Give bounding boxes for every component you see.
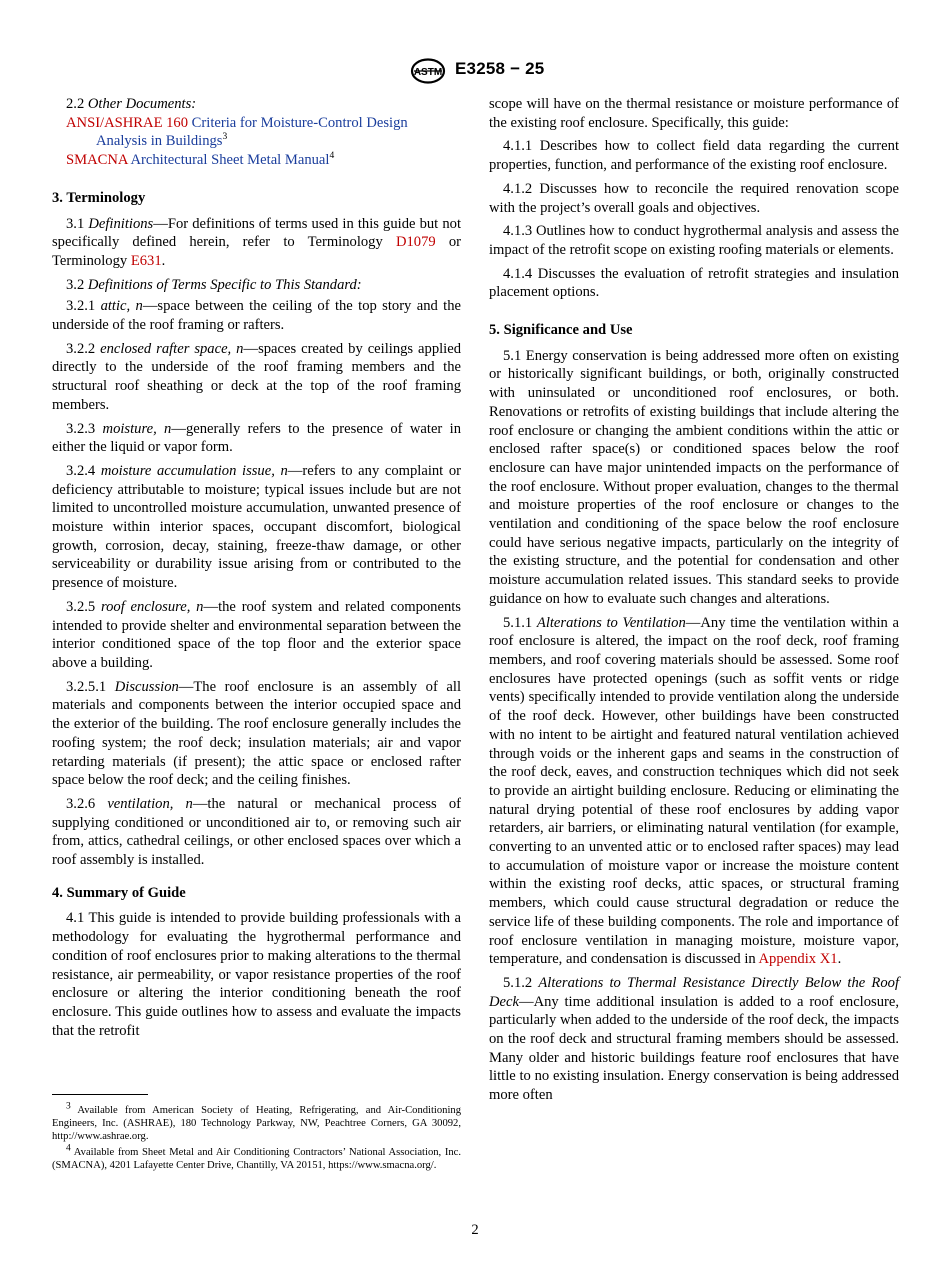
paragraph-4-1: 4.1 This guide is intended to provide building professionals with a methodology for evaluating the hygrothermal performance and condition of roof enclosures prior to making alterations to the thermal resistance, air permeability, or vapor resistance properties of the roof enclosure or altering the interior conditioning beneath the roof enclosure. This guide outlines how to assess and evaluate the impacts that the retrofit: [52, 910, 461, 1039]
paragraph-3-2: 3.2 Definitions of Terms Specific to This Standard:: [66, 276, 362, 293]
section-2-2-heading: 2.2 Other Documents:: [66, 96, 197, 112]
paragraph-4-1-2: 4.1.2 Discusses how to reconcile the required renovation scope with the project’s overall goals and objectives.: [489, 180, 899, 216]
footnote-3: $^3$ Available from American Society of Heating, Refrigerating, and Air-Conditioning Engineers, Inc. (ASHRAE), 180 Technology Parkway, NW, Peachtree Corners, GA 30092, http://www.ashrae.org.: [52, 1101, 461, 1143]
smacna-title-link[interactable]: Architectural Sheet Metal Manual: [127, 152, 330, 169]
paragraph-3-2-5: 3.2.5 roof enclosure, n—the roof system and related components intended to provide shelter and environmental separation between the interior conditioned space of the top floor and the exterior space above a building.: [52, 598, 461, 671]
paragraph-5-1-1: 5.1.1 Alterations to Ventilation—Any time the ventilation within a roof enclosure is altered, the impact on the roof deck, roof framing members, and roof covering materials should be assessed. Some roof enclosures have protected openings (such as soffit vents or ridge vents) specifically intended to provide ventilation along the underside of the roof deck. However, other buildings have been constructed with no intent to be airtight and featured natural ventilation achieved through voids or the inherent gaps and seams in the construction of the roof deck, eaves, and construction techniques which did not seek to provide an airtight building enclosure. Reducing or eliminating the natural drying potential of these roof enclosures by adding vapor retarders, air barriers, or eliminating natural ventilation (for example, converting to an unvented attic or to enclosed rafter spaces) may lead to accumulation of moisture vapor or increase the moisture content within the existing roof decks, attic spaces, or structural framing members, which could cause structural degradation or reduce the service life of these building components. The role and importance of roof enclosure ventilation in managing moisture, moisture vapor, temperature, and condensation is discussed in Appendix X1.: [489, 614, 899, 968]
paragraph-3-2-3: 3.2.3 moisture, n—generally refers to the presence of water in either the liquid or vapor form.: [52, 420, 461, 456]
right-column: [489, 95, 899, 1110]
paragraph-4-1-3: 4.1.3 Outlines how to conduct hygrothermal analysis and assess the impact of the retrofit scope on existing roofing materials or elements.: [489, 223, 899, 258]
e631-link[interactable]: E631: [130, 252, 162, 269]
footnote-divider: [52, 1094, 148, 1095]
footnotes: [52, 1101, 461, 1174]
paragraph-3-2-5-1: 3.2.5.1 Discussion—The roof enclosure is an assembly of all materials and components between the interior occupied space and the exterior of the building. The roof enclosure generally includes the roofing system; the roof deck; insulation materials; air and vapor retarding materials (if present); the attic space or enclosed rafter space below the roof deck; and the ceiling finishes.: [52, 678, 462, 789]
reference-ansi-ashrae-160: ANSI/ASHRAE 160 Criteria for Moisture-Control Design Analysis in Buildings$^3$: [66, 114, 408, 150]
paragraph-3-2-1: 3.2.1 attic, n—space between the ceiling of the top story and the underside of the roof framing or rafters.: [52, 298, 461, 334]
paragraph-3-1: 3.1 Definitions—For definitions of terms used in this guide but not specifically defined herein, refer to Terminology D1079 or Terminology E631.: [52, 215, 461, 269]
reference-list: [52, 114, 461, 170]
page-number: 2: [471, 1222, 479, 1238]
astm-logo-icon: [408, 58, 448, 84]
logo-text: ASTM: [413, 67, 443, 78]
section-4-title: 4. Summary of Guide: [52, 884, 186, 901]
paragraph-3-2-2: 3.2.2 enclosed rafter space, n—spaces created by ceilings applied directly to the underside of the roof framing members and the structural roof sheathing or deck at the top of the roof framing members.: [52, 340, 462, 413]
ansi-ashrae-title-link[interactable]: Criteria for Moisture-Control Design Analysis in Buildings: [96, 114, 408, 150]
paragraph-4-1-4: 4.1.4 Discusses the evaluation of retrofit strategies and insulation placement options.: [489, 265, 899, 301]
paragraph-3-2-4: 3.2.4 moisture accumulation issue, n—refers to any complaint or deficiency attributable to moisture; typical issues include but are not limited to uncontrolled moisture accumulation, unwanted presence of moisture within interior spaces, occupant discomfort, biological growth, corrosion, decay, staining, freeze-thaw damage, or other serviceability or durability issue arising from or contributed to the presence of moisture.: [52, 462, 461, 592]
paragraph-3-2-6: 3.2.6 ventilation, n—the natural or mechanical process of supplying conditioned or unconditioned air to, or removing such air from, attics, cathedral ceilings, or other enclosed spaces over which a roof assembly is installed.: [52, 795, 461, 869]
ansi-ashrae-link[interactable]: ANSI/ASHRAE 160: [66, 114, 189, 131]
left-column: [52, 95, 461, 1045]
d1079-link[interactable]: D1079: [395, 234, 436, 251]
section-3-title: 3. Terminology: [52, 189, 146, 206]
paragraph-4-1-1: 4.1.1 Describes how to collect field data regarding the current properties, function, and performance of the existing roof enclosure.: [489, 138, 899, 174]
reference-smacna: SMACNA Architectural Sheet Metal Manual$^4$: [66, 151, 335, 169]
appendix-x1-link[interactable]: Appendix X1: [758, 951, 838, 968]
paragraph-5-1-2: 5.1.2 Alterations to Thermal Resistance Directly Below the Roof Deck—Any time additional insulation is added to a roof enclosure, particularly when added to the underside of the roof deck, the impacts on the roof deck and structural framing members should be assessed. Many older and historic buildings feature roof enclosures that have little to no existing insulation. Energy conservation is being addressed more often: [489, 974, 899, 1104]
paragraph-5-1: 5.1 Energy conservation is being addressed more often on existing or historically significant buildings, or both, originally constructed with uninsulated or unconditioned roof enclosures, or both. Renovations or retrofits of existing buildings that include altering the roof enclosure or changing the ambient conditions within the attic or enclosed rafter space(s) or conditioned spaces below the roof enclosure can have major unintended impacts on the performance of the roof enclosure. Without proper evaluation, changes to the thermal and moisture properties of the roof enclosure or changes to the ventilation and conditioning of the space below the roof enclosure could have serious negative impacts, particularly on the integrity of the existing structure, and the potential for condensation and other moisture accumulation related issues. This standard seeks to provide guidance on how to evaluate such changes and alterations.: [489, 347, 899, 607]
section-5-title: 5. Significance and Use: [489, 322, 633, 339]
paragraph-4-1-continued: scope will have on the thermal resistance or moisture performance of the existing roof enclosure. Specifically, this guide:: [489, 96, 899, 131]
document-designation: E3258 − 25: [455, 59, 545, 78]
smacna-link[interactable]: SMACNA: [66, 152, 128, 169]
footnote-4: $^4$ Available from Sheet Metal and Air Conditioning Contractors’ National Association, Inc. (SMACNA), 4201 Lafayette Center Drive, Chantilly, VA 20151, https://www.smacna.org/.: [52, 1143, 461, 1171]
page-header: [0, 58, 950, 84]
